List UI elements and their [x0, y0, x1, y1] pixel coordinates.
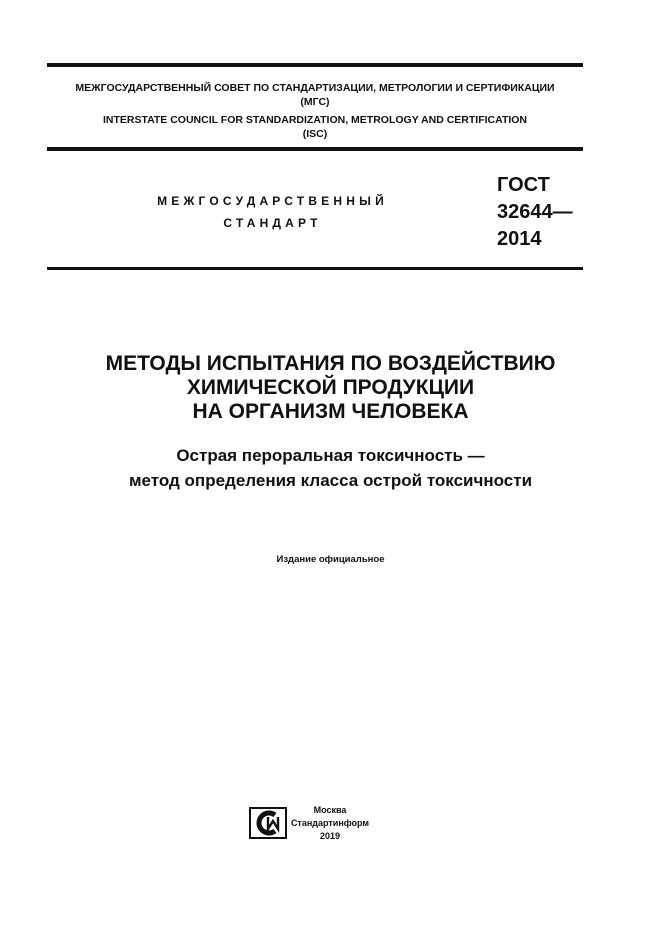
standard-label: [150, 190, 395, 234]
document-title: [0, 352, 661, 424]
council-ru-line1: МЕЖГОСУДАРСТВЕННЫЙ СОВЕТ ПО СТАНДАРТИЗАЦИИ, МЕТРОЛОГИИ И СЕРТИФИКАЦИИ: [75, 82, 555, 94]
title-line2: ХИМИЧЕСКОЙ ПРОДУКЦИИ: [186, 376, 475, 399]
council-ru-line2: (МГС): [300, 96, 330, 108]
publisher-name: Стандартинформ: [290, 818, 370, 828]
standard-label-line2: СТАНДАРТ: [223, 216, 322, 230]
council-en-line2: (ISC): [302, 128, 328, 140]
standard-bottom-rule: [47, 267, 583, 270]
publisher-city: Москва: [313, 805, 347, 815]
subtitle-line2: метод определения класса острой токсичности: [128, 471, 533, 490]
title-line1: МЕТОДЫ ИСПЫТАНИЯ ПО ВОЗДЕЙСТВИЮ: [105, 352, 556, 375]
council-en-line1: INTERSTATE COUNCIL FOR STANDARDIZATION, METROLOGY AND CERTIFICATION: [102, 114, 528, 126]
header-bottom-rule: [47, 147, 583, 151]
subtitle-line1: Острая пероральная токсичность —: [176, 446, 485, 465]
publisher-info: [290, 804, 370, 843]
gost-code-line3: 2014: [497, 228, 542, 250]
top-rule: [47, 63, 583, 67]
council-ru: [47, 81, 583, 109]
gost-code: [497, 172, 573, 253]
gost-code-line1: ГОСТ: [497, 174, 550, 196]
standartinform-logo-icon: [249, 807, 287, 839]
edition-note: Издание официальное: [276, 554, 385, 565]
standard-label-line1: МЕЖГОСУДАРСТВЕННЫЙ: [157, 194, 388, 208]
council-en: [47, 113, 583, 141]
gost-code-line2: 32644—: [497, 201, 573, 223]
publisher-year: 2019: [319, 831, 341, 841]
title-line3: НА ОРГАНИЗМ ЧЕЛОВЕКА: [192, 400, 469, 423]
document-subtitle: [0, 443, 661, 493]
